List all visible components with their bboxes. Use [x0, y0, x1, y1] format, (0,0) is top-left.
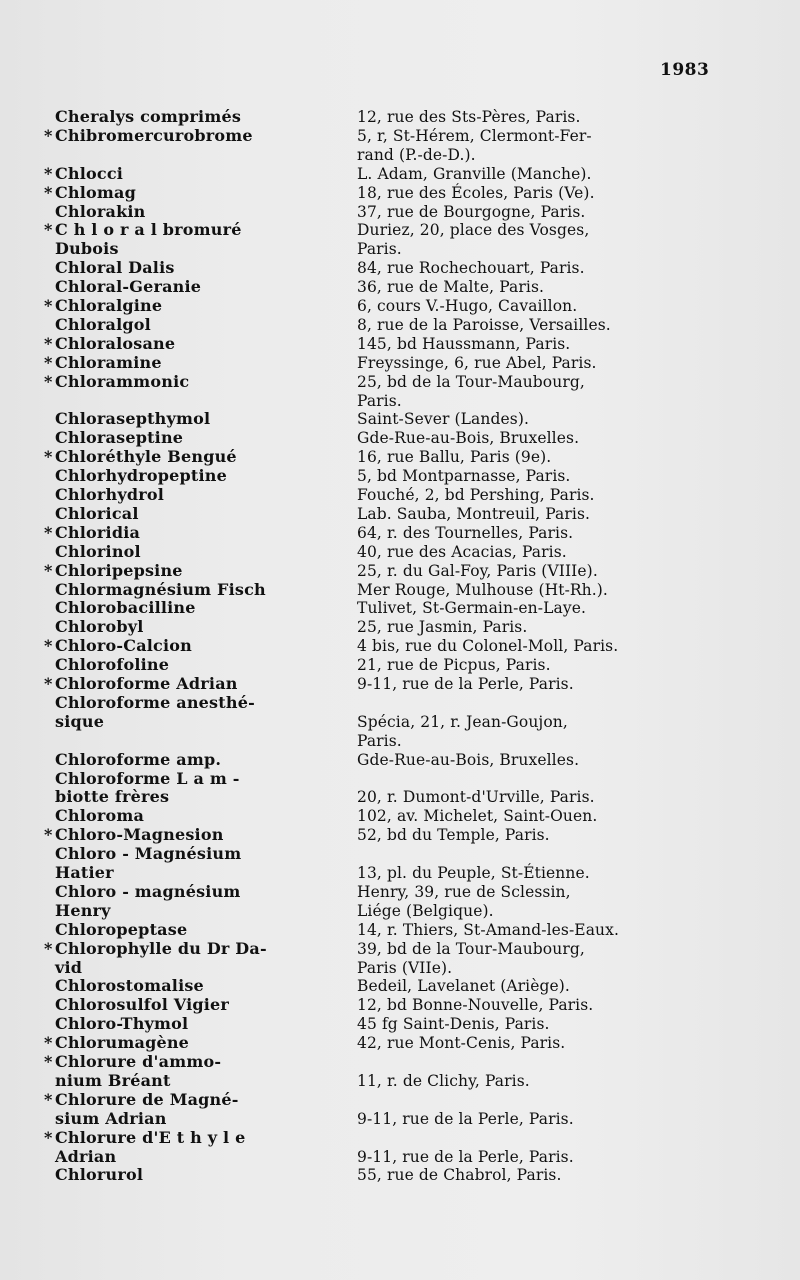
entry-address: 16, rue Ballu, Paris (9e).	[357, 448, 552, 467]
entry-address: 13, pl. du Peuple, St-Étienne.	[357, 864, 590, 882]
entry-name: Chloripepsine	[55, 560, 183, 580]
directory-entry	[0, 543, 800, 562]
directory-entry	[0, 108, 800, 127]
entry-address: 25, bd de la Tour-Maubourg, Paris.	[357, 372, 585, 410]
directory-entry	[0, 505, 800, 524]
entry-address: 37, rue de Bourgogne, Paris.	[357, 202, 586, 221]
entry-marker: *	[44, 125, 53, 145]
entry-address: 9-11, rue de la Perle, Paris.	[357, 675, 574, 693]
entry-name: Chloropeptase	[55, 919, 188, 939]
entry-name: Cheralys comprimés	[55, 107, 242, 126]
directory-entry	[0, 297, 800, 316]
directory-entry	[0, 1129, 800, 1167]
entry-name: Chlorhydrol	[55, 485, 165, 504]
directory-entry	[0, 599, 800, 618]
entry-address: 40, rue des Acacias, Paris.	[357, 542, 567, 561]
directory-entry	[0, 675, 800, 694]
entry-marker: *	[44, 371, 53, 391]
directory-entry	[0, 1166, 800, 1185]
entry-marker: *	[44, 163, 53, 183]
entry-marker: *	[44, 1089, 53, 1109]
entry-name: Chlorobyl	[55, 617, 144, 637]
directory-entry	[0, 996, 800, 1015]
entry-name: Chloroforme anesthé- sique	[55, 692, 255, 731]
entry-address: 145, bd Haussmann, Paris.	[357, 334, 571, 353]
entry-name: Chloréthyle Bengué	[55, 447, 237, 467]
directory-entry	[0, 656, 800, 675]
entry-address: 12, rue des Sts-Pères, Paris.	[357, 108, 581, 126]
entry-marker: *	[44, 333, 53, 353]
entry-name: Chlorumagène	[55, 1033, 190, 1053]
directory-entry	[0, 1034, 800, 1053]
directory-entry	[0, 165, 800, 184]
directory-entry	[0, 770, 800, 808]
entry-address: 55, rue de Chabrol, Paris.	[357, 1166, 562, 1185]
entry-name: Chloro-Calcion	[55, 636, 192, 656]
entry-address: 52, bd du Temple, Paris.	[357, 826, 550, 845]
entry-name: Chloramine	[55, 352, 162, 372]
directory-entry	[0, 184, 800, 203]
entry-name: Chlorofoline	[55, 655, 170, 675]
directory-entry	[0, 807, 800, 826]
entry-name: Chloralgine	[55, 296, 163, 315]
directory-entry	[0, 921, 800, 940]
directory-entry	[0, 637, 800, 656]
entry-address: 5, bd Montparnasse, Paris.	[357, 467, 571, 486]
entry-name: Chlorakin	[55, 201, 146, 221]
directory-entry	[0, 1053, 800, 1091]
entry-marker: *	[44, 825, 53, 845]
entry-address: L. Adam, Granville (Manche).	[357, 164, 592, 183]
entry-address: 42, rue Mont-Cenis, Paris.	[357, 1034, 566, 1053]
directory-entry	[0, 448, 800, 467]
entry-address: 21, rue de Picpus, Paris.	[357, 656, 551, 675]
entry-address: 11, r. de Clichy, Paris.	[357, 1071, 530, 1090]
entry-address: Duriez, 20, place des Vosges, Paris.	[357, 221, 590, 259]
directory-entry	[0, 618, 800, 637]
entry-address: 9-11, rue de la Perle, Paris.	[357, 1147, 574, 1166]
directory-entry	[0, 278, 800, 297]
entry-address: 5, r, St-Hérem, Clermont-Fer- rand (P.-de-D.).	[357, 126, 592, 164]
entry-marker: *	[44, 560, 53, 580]
entry-address: 9-11, rue de la Perle, Paris.	[357, 1109, 574, 1128]
directory-entry	[0, 694, 800, 751]
directory-entry	[0, 977, 800, 996]
entry-name: Chlorurol	[55, 1165, 144, 1185]
entry-name: Chloro - magnésium Henry	[55, 881, 241, 920]
entry-address: 45 fg Saint-Denis, Paris.	[357, 1015, 550, 1034]
entry-name: Chlorobacilline	[55, 598, 196, 618]
directory-entry	[0, 373, 800, 411]
entry-address: Gde-Rue-au-Bois, Bruxelles.	[357, 429, 580, 448]
directory-entry	[0, 562, 800, 581]
entry-marker: *	[44, 220, 53, 240]
entry-name: Chlorure d'ammo- nium Bréant	[55, 1052, 222, 1090]
directory-entry	[0, 429, 800, 448]
directory-entry	[0, 410, 800, 429]
directory-entry	[0, 354, 800, 373]
entry-name: Chlorophylle du Dr Da- vid	[55, 938, 267, 977]
directory-entry	[0, 467, 800, 486]
entry-address: 18, rue des Écoles, Paris (Ve).	[357, 183, 595, 202]
entry-address: Freyssinge, 6, rue Abel, Paris.	[357, 353, 597, 372]
entry-address: Lab. Sauba, Montreuil, Paris.	[357, 504, 591, 523]
entry-name: Chlorosulfol Vigier	[55, 995, 230, 1015]
entry-address: Bedeil, Lavelanet (Ariège).	[357, 977, 570, 996]
directory-entry	[0, 845, 800, 883]
directory-entry	[0, 883, 800, 921]
entry-name: Chibromercurobrome	[55, 125, 253, 145]
entry-address: 8, rue de la Paroisse, Versailles.	[357, 315, 611, 334]
entry-address: Tulivet, St-Germain-en-Laye.	[357, 599, 586, 618]
entry-name: Chloralgol	[55, 314, 151, 334]
entry-marker: *	[44, 1127, 53, 1147]
entry-marker: *	[44, 447, 53, 467]
entry-address: Spécia, 21, r. Jean-Goujon, Paris.	[357, 712, 568, 750]
entry-name: Chloralosane	[55, 333, 176, 353]
entry-name: Chloridia	[55, 522, 141, 542]
directory-entry	[0, 1091, 800, 1129]
entry-address: 6, cours V.-Hugo, Cavaillon.	[357, 297, 578, 315]
entry-marker: *	[44, 1033, 53, 1053]
entry-name: Chloral Dalis	[55, 258, 175, 278]
entry-address: 14, r. Thiers, St-Amand-les-Eaux.	[357, 920, 619, 939]
entry-marker: *	[44, 938, 53, 958]
entry-address: 64, r. des Tournelles, Paris.	[357, 523, 574, 542]
entry-name: Chlorinol	[55, 541, 141, 561]
directory-entry	[0, 1015, 800, 1034]
directory-entry	[0, 486, 800, 505]
entry-name: Chloraseptine	[55, 428, 184, 448]
entry-name: Chlorhydropeptine	[55, 466, 228, 486]
entry-name: Chloro-Thymol	[55, 1014, 189, 1034]
directory-entry	[0, 751, 800, 770]
directory-entry	[0, 335, 800, 354]
entry-name: Chloro-Magnesion	[55, 825, 224, 845]
directory-entry	[0, 259, 800, 278]
directory-entry	[0, 581, 800, 600]
entry-name: Chloro - Magnésium Hatier	[55, 844, 242, 882]
entry-name: Chlocci	[55, 163, 124, 183]
entry-marker: *	[44, 636, 53, 656]
entry-name: Chloroforme amp.	[55, 749, 222, 769]
entry-address: Mer Rouge, Mulhouse (Ht-Rh.).	[357, 580, 608, 599]
directory-entry	[0, 940, 800, 978]
entry-name: Chloroma	[55, 806, 145, 826]
directory-entry	[0, 826, 800, 845]
entry-address: 25, r. du Gal-Foy, Paris (VIIIe).	[357, 561, 598, 580]
entry-name: Chlorostomalise	[55, 976, 204, 996]
entry-address: Saint-Sever (Landes).	[357, 410, 530, 429]
entry-address: 102, av. Michelet, Saint-Ouen.	[357, 807, 598, 826]
entry-name: Chlomag	[55, 182, 137, 202]
entry-marker: *	[44, 1052, 53, 1071]
directory-entry	[0, 221, 800, 259]
entry-address: Gde-Rue-au-Bois, Bruxelles.	[357, 750, 580, 769]
directory-entry	[0, 524, 800, 543]
entry-name: Chlorammonic	[55, 371, 190, 391]
entry-address: 4 bis, rue du Colonel-Moll, Paris.	[357, 637, 619, 656]
page-number: 1983	[660, 60, 710, 80]
entry-name: Chlorure de Magné- sium Adrian	[55, 1089, 239, 1128]
entry-name: Chlorasepthymol	[55, 409, 211, 429]
directory-entry	[0, 316, 800, 335]
entry-address: Fouché, 2, bd Pershing, Paris.	[357, 486, 595, 504]
entry-marker: *	[44, 296, 53, 315]
entry-address: 20, r. Dumont-d'Urville, Paris.	[357, 788, 595, 807]
entry-name: Chloral-Geranie	[55, 277, 202, 297]
entry-name: Chloroforme L a m - biotte frères	[55, 768, 240, 807]
entry-marker: *	[44, 182, 53, 202]
entry-name: Chloroforme Adrian	[55, 674, 238, 693]
entry-name: Chlorical	[55, 503, 139, 523]
entry-name: Chlorure d'E t h y l e Adrian	[55, 1127, 246, 1166]
entry-address: 12, bd Bonne-Nouvelle, Paris.	[357, 996, 594, 1015]
entry-address: Henry, 39, rue de Sclessin, Liége (Belgique).	[357, 882, 571, 920]
entry-marker: *	[44, 352, 53, 372]
directory-entry	[0, 127, 800, 165]
entry-address: 36, rue de Malte, Paris.	[357, 278, 545, 297]
directory-entry	[0, 203, 800, 222]
entry-marker: *	[44, 674, 53, 693]
entry-marker: *	[44, 522, 53, 542]
entry-address: 84, rue Rochechouart, Paris.	[357, 259, 585, 278]
entry-address: 39, bd de la Tour-Maubourg, Paris (VIIe).	[357, 939, 585, 977]
entry-name: C h l o r a l bromuré Dubois	[55, 220, 242, 259]
entry-name: Chlormagnésium Fisch	[55, 579, 266, 599]
entry-address: 25, rue Jasmin, Paris.	[357, 618, 528, 637]
